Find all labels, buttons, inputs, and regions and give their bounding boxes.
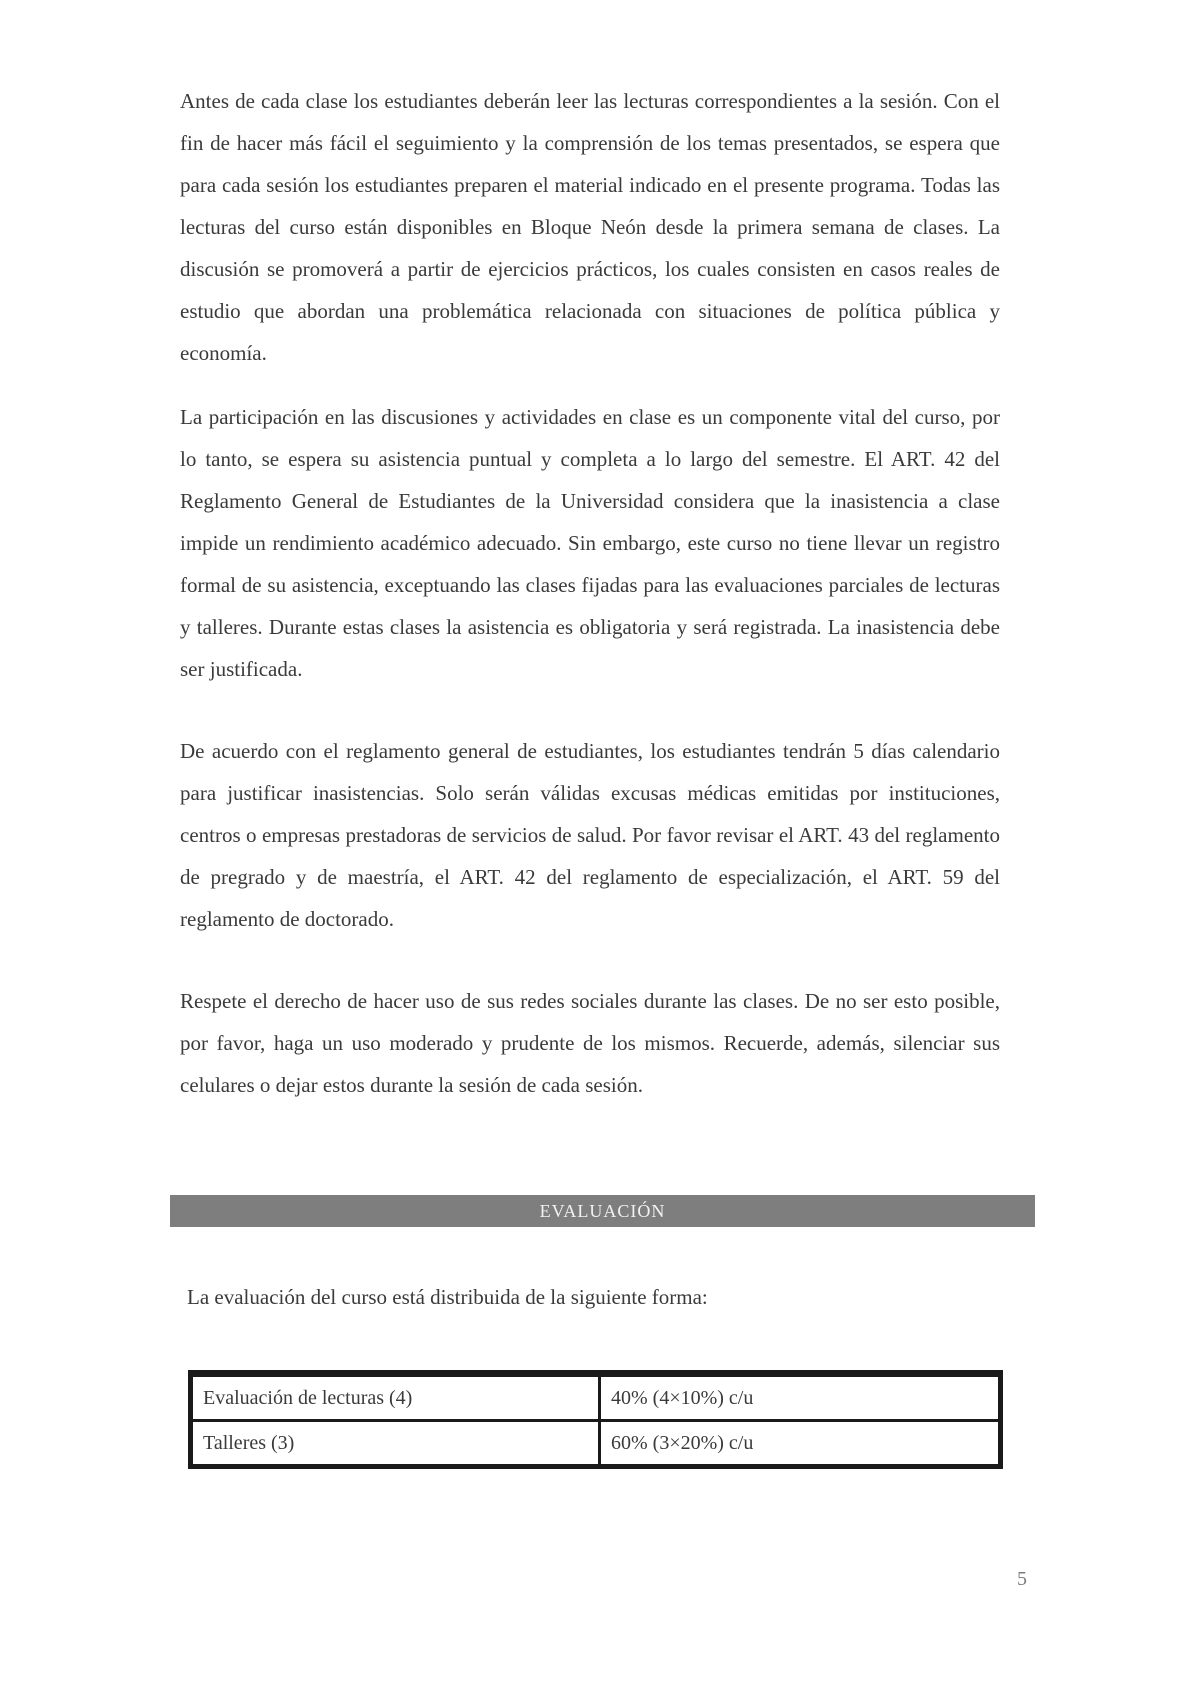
page-number: 5 (1017, 1568, 1027, 1590)
document-body (180, 80, 1000, 1106)
evaluation-intro: La evaluación del curso está distribuida de la siguiente forma: (187, 1285, 708, 1309)
table-cell-item: Talleres (3) (191, 1421, 600, 1467)
section-header-evaluation: EVALUACIÓN (170, 1195, 1035, 1227)
table-cell-weight: 40% (4×10%) c/u (600, 1374, 1001, 1421)
body-paragraph: Antes de cada clase los estudiantes deberán leer las lecturas correspondientes a la sesión. Con el fin de hacer más fácil el seguimiento y la comprensión de los temas presentados, se espera que para cada sesión los estudiantes preparen el material indicado en el presente programa. Todas las lecturas del curso están disponibles en Bloque Neón desde la primera semana de clases. La discusión se promoverá a partir de ejercicios prácticos, los cuales consisten en casos reales de estudio que abordan una problemática relacionada con situaciones de política pública y economía. (180, 89, 1000, 365)
table-cell-weight: 60% (3×20%) c/u (600, 1421, 1001, 1467)
evaluation-table (188, 1370, 1003, 1469)
table-row (191, 1374, 1001, 1421)
body-paragraph: De acuerdo con el reglamento general de estudiantes, los estudiantes tendrán 5 días calendario para justificar inasistencias. Solo serán válidas excusas médicas emitidas por instituciones, centros o empresas prestadoras de servicios de salud. Por favor revisar el ART. 43 del reglamento de pregrado y de maestría, el ART. 42 del reglamento de especialización, el ART. 59 del reglamento de doctorado. (180, 739, 1000, 931)
table-cell-item: Evaluación de lecturas (4) (191, 1374, 600, 1421)
body-paragraph: Respete el derecho de hacer uso de sus redes sociales durante las clases. De no ser esto posible, por favor, haga un uso moderado y prudente de los mismos. Recuerde, además, silenciar sus celulares o dejar estos durante la sesión de cada sesión. (180, 989, 1000, 1097)
table-row (191, 1421, 1001, 1467)
body-paragraph: La participación en las discusiones y actividades en clase es un componente vital del curso, por lo tanto, se espera su asistencia puntual y completa a lo largo del semestre. El ART. 42 del Reglamento General de Estudiantes de la Universidad considera que la inasistencia a clase impide un rendimiento académico adecuado. Sin embargo, este curso no tiene llevar un registro formal de su asistencia, exceptuando las clases fijadas para las evaluaciones parciales de lecturas y talleres. Durante estas clases la asistencia es obligatoria y será registrada. La inasistencia debe ser justificada. (180, 405, 1000, 681)
